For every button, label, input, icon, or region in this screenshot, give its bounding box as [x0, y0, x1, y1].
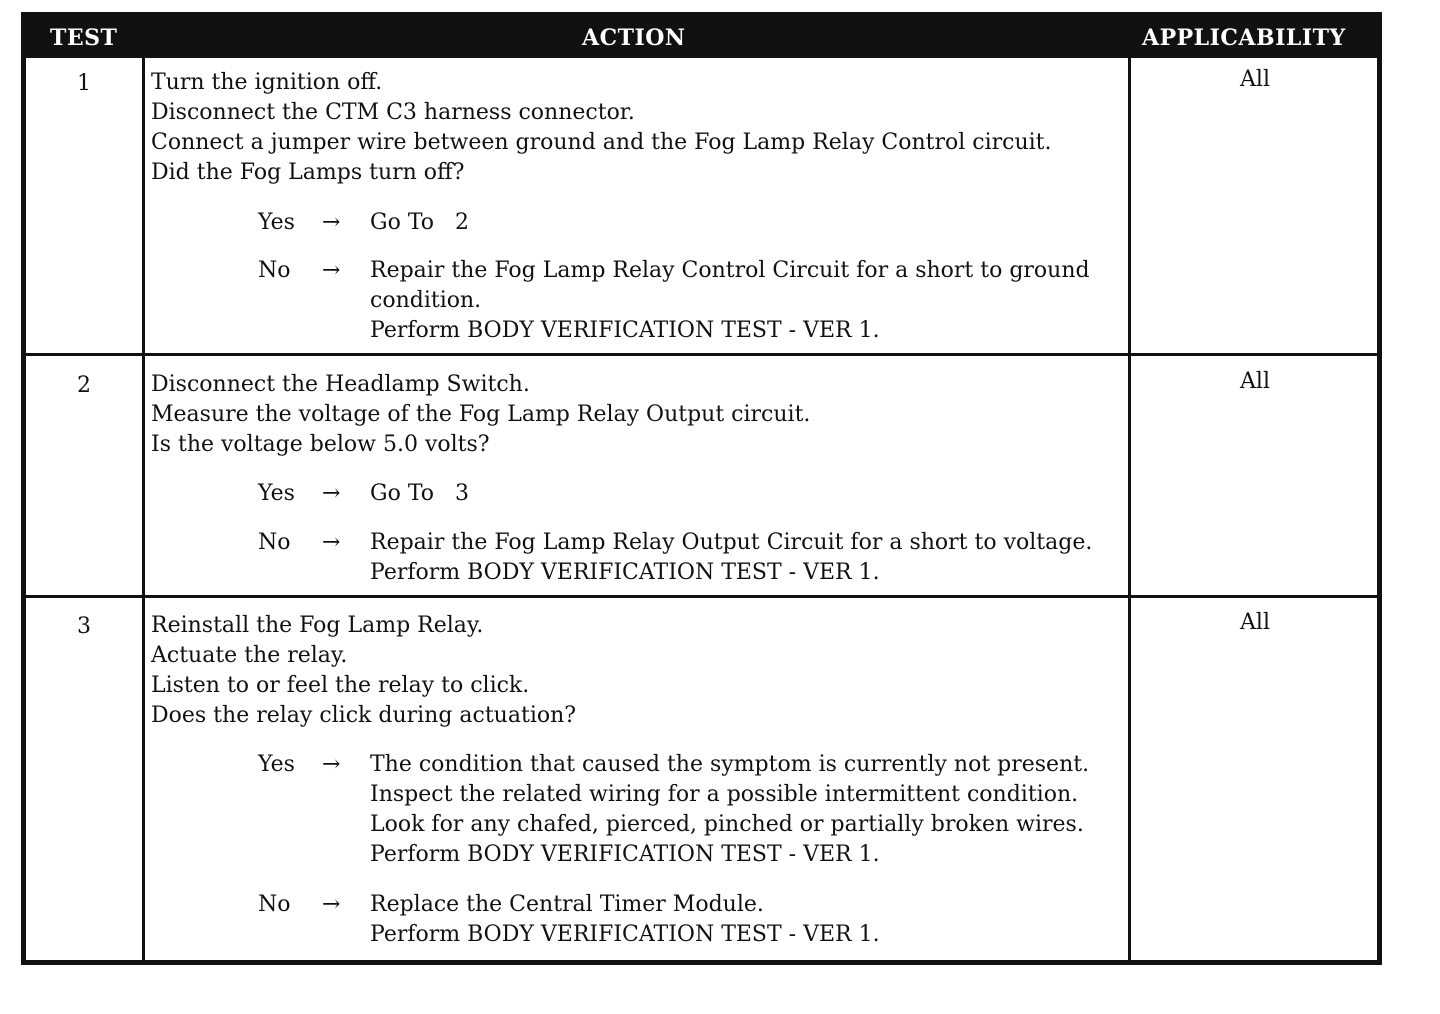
yes-result-line: Look for any chafed, pierced, pinched or partially broken wires. [370, 812, 1084, 837]
column-divider-action [1128, 58, 1131, 960]
step-1-1: Turn the ignition off. [151, 70, 383, 95]
step-1-2: Disconnect the CTM C3 harness connector. [151, 100, 635, 125]
no-result-line: Perform BODY VERIFICATION TEST - VER 1. [370, 560, 880, 585]
yes-result-line: Inspect the related wiring for a possible intermittent condition. [370, 782, 1079, 807]
header-action: ACTION [582, 25, 686, 51]
test-number-1: 1 [77, 71, 91, 96]
yes-result-line: Perform BODY VERIFICATION TEST - VER 1. [370, 842, 880, 867]
applicability-3: All [1240, 610, 1270, 635]
no-result-line: Replace the Central Timer Module. [370, 892, 764, 917]
step-3-4: Does the relay click during actuation? [151, 703, 577, 728]
yes-result-line: The condition that caused the symptom is currently not present. [370, 752, 1090, 777]
table-header [26, 18, 1377, 58]
yes-result-line: Go To 3 [370, 481, 469, 506]
row-divider-2 [26, 595, 1377, 598]
step-1-4: Did the Fog Lamps turn off? [151, 160, 465, 185]
right-arrow-icon: → [322, 481, 341, 506]
yes-result-line: Go To 2 [370, 210, 469, 235]
step-2-1: Disconnect the Headlamp Switch. [151, 372, 530, 397]
column-divider-test [142, 58, 145, 960]
step-3-2: Actuate the relay. [151, 643, 348, 668]
test-number-2: 2 [77, 373, 91, 398]
no-result-line: Perform BODY VERIFICATION TEST - VER 1. [370, 318, 880, 343]
row-divider-1 [26, 353, 1377, 356]
no-result-line: condition. [370, 288, 482, 313]
no-label: No [258, 892, 291, 917]
no-label: No [258, 258, 291, 283]
no-label: No [258, 530, 291, 555]
applicability-1: All [1240, 67, 1270, 92]
right-arrow-icon: → [322, 258, 341, 283]
yes-label: Yes [258, 481, 295, 506]
yes-label: Yes [258, 752, 295, 777]
step-3-1: Reinstall the Fog Lamp Relay. [151, 613, 484, 638]
test-number-3: 3 [77, 614, 91, 639]
no-result-line: Perform BODY VERIFICATION TEST - VER 1. [370, 922, 880, 947]
step-2-3: Is the voltage below 5.0 volts? [151, 432, 490, 457]
right-arrow-icon: → [322, 752, 341, 777]
header-test: TEST [50, 25, 118, 51]
step-3-3: Listen to or feel the relay to click. [151, 673, 530, 698]
yes-label: Yes [258, 210, 295, 235]
no-result-line: Repair the Fog Lamp Relay Output Circuit for a short to voltage. [370, 530, 1093, 555]
header-applicability: APPLICABILITY [1142, 25, 1346, 51]
no-result-line: Repair the Fog Lamp Relay Control Circuit for a short to ground [370, 258, 1090, 283]
right-arrow-icon: → [322, 210, 341, 235]
diagnostic-test-table [21, 12, 1382, 965]
applicability-2: All [1240, 369, 1270, 394]
step-2-2: Measure the voltage of the Fog Lamp Relay Output circuit. [151, 402, 811, 427]
right-arrow-icon: → [322, 892, 341, 917]
right-arrow-icon: → [322, 530, 341, 555]
step-1-3: Connect a jumper wire between ground and the Fog Lamp Relay Control circuit. [151, 130, 1052, 155]
